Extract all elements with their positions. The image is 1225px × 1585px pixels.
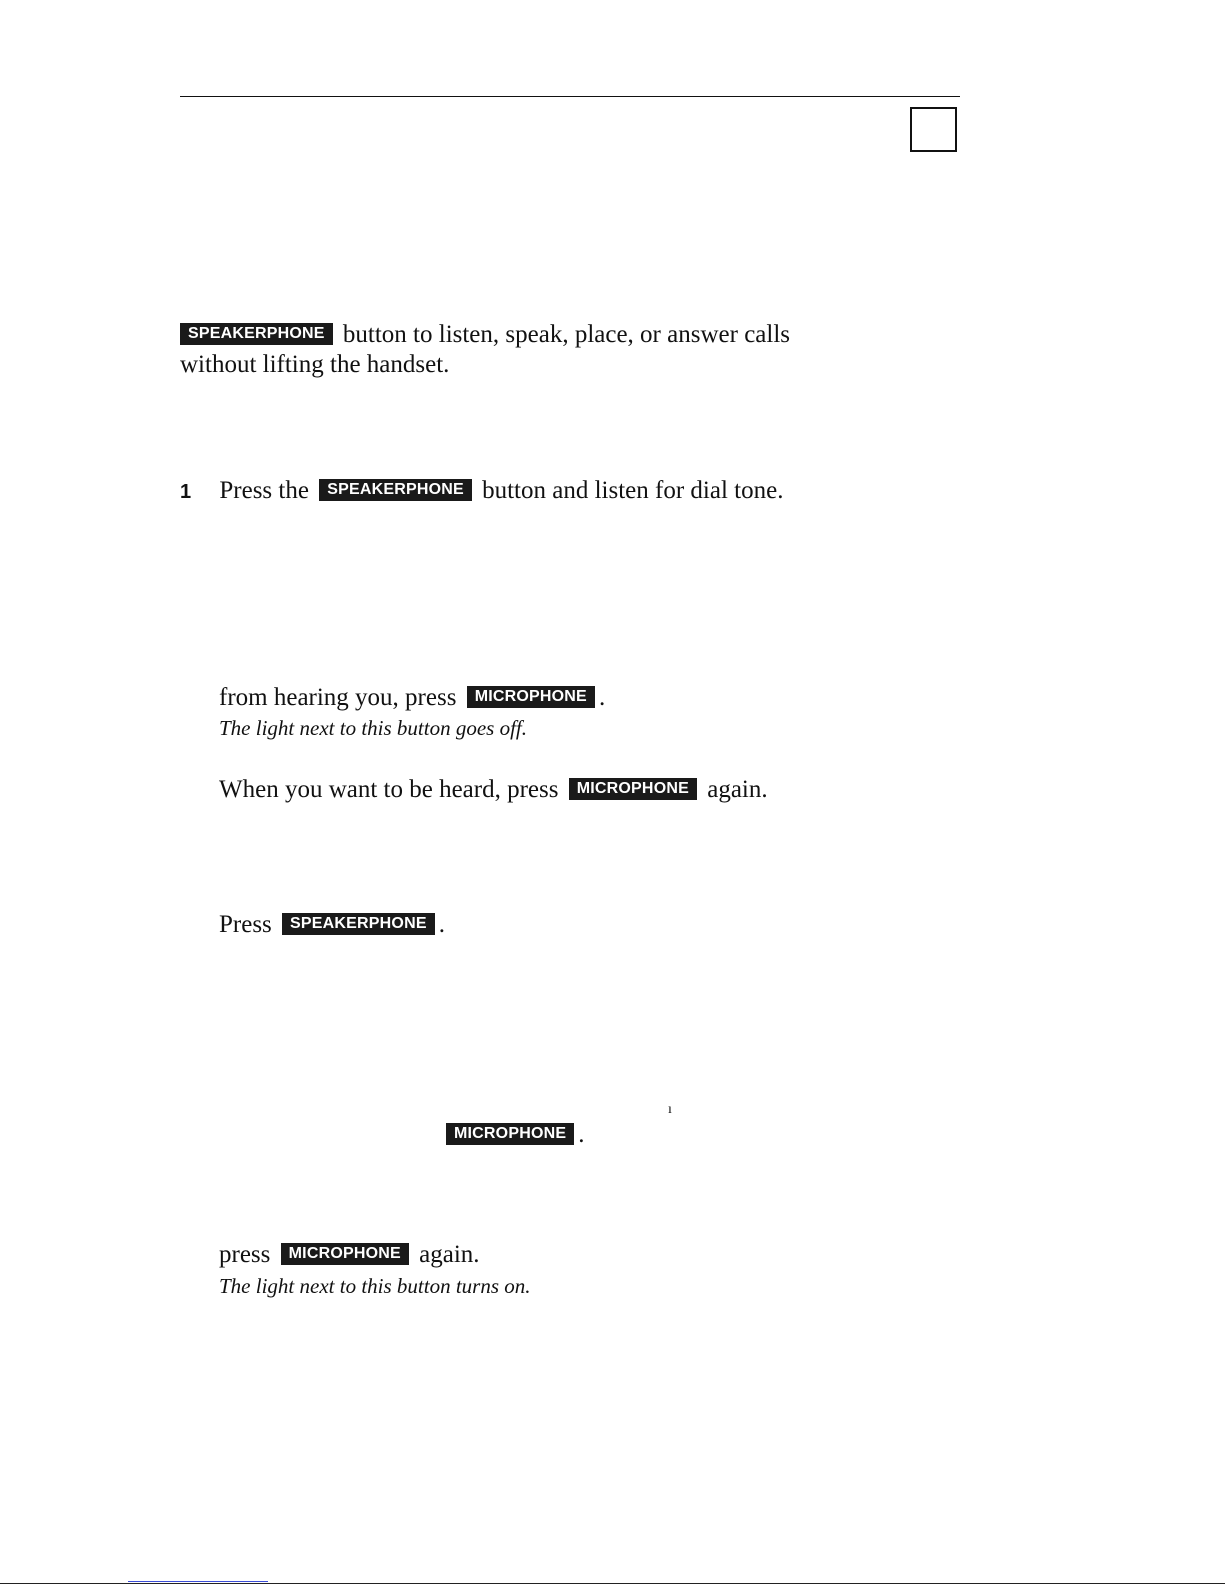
mute-note: The light next to this button goes off. <box>219 716 527 740</box>
intro-line-2: without lifting the handset. <box>180 351 450 378</box>
speakerphone-key: SPEAKERPHONE <box>282 913 435 935</box>
mute-line-2-before: When you want to be heard, press <box>219 776 559 803</box>
step-1 <box>180 476 783 507</box>
speakerphone-key: SPEAKERPHONE <box>180 323 333 345</box>
stray-mark: ı <box>668 1102 672 1117</box>
intro-line-1 <box>180 320 790 350</box>
mute-period: . <box>598 684 606 711</box>
microphone-key: MICROPHONE <box>446 1123 574 1145</box>
intro-text-1: button to listen, speak, place, or answer calls <box>342 321 791 348</box>
mute-line-1 <box>219 683 605 713</box>
step-number: 1 <box>180 481 192 503</box>
microphone-key: MICROPHONE <box>281 1243 409 1265</box>
hangup-before: Press <box>219 911 272 938</box>
unmute-note: The light next to this button turns on. <box>219 1274 531 1298</box>
microphone-line-period: . <box>578 1121 585 1148</box>
section-tab-box <box>910 107 957 152</box>
microphone-line <box>446 1120 584 1150</box>
unmute-before: press <box>219 1241 271 1268</box>
mute-line-2-after: again. <box>707 776 768 803</box>
step-1-after: button and listen for dial tone. <box>482 477 784 504</box>
microphone-key: MICROPHONE <box>467 686 595 708</box>
unmute-line <box>219 1240 480 1270</box>
header-rule <box>180 96 960 97</box>
unmute-after: again. <box>419 1241 480 1268</box>
step-1-before: Press the <box>219 477 309 504</box>
hangup-line <box>219 910 445 940</box>
bottom-link-underline <box>128 1581 268 1582</box>
speakerphone-key: SPEAKERPHONE <box>319 479 472 501</box>
bottom-rule <box>0 1583 1225 1584</box>
mute-line-2 <box>219 775 768 805</box>
hangup-period: . <box>438 911 445 938</box>
mute-line-1-text: from hearing you, press <box>219 684 457 711</box>
microphone-key: MICROPHONE <box>569 778 697 800</box>
